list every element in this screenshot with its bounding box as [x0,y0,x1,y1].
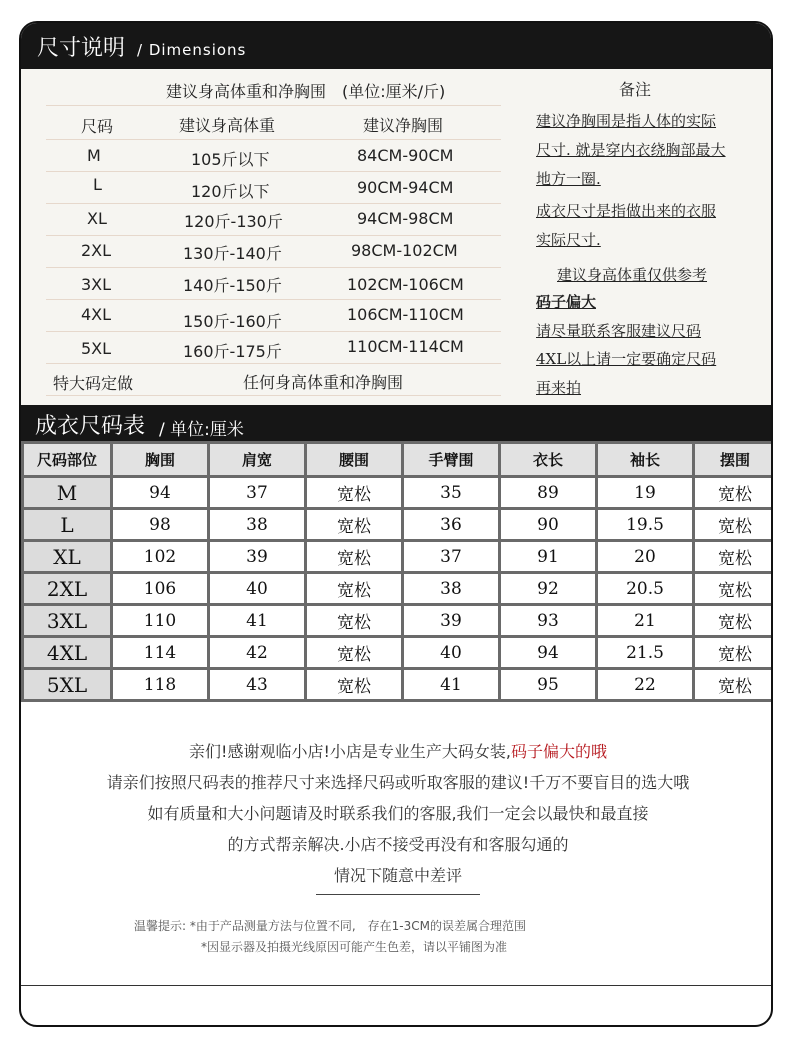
table-cell: 89 [501,478,595,507]
notes-line: 再来拍 [536,379,582,397]
table-cell: 41 [210,606,304,635]
table-cell: 宽松 [695,670,773,699]
table-cell: 94 [501,638,595,667]
table-cell: 宽松 [695,542,773,571]
guide-row-size: M [87,146,101,165]
table-cell: 19.5 [598,510,692,539]
table-cell: 36 [404,510,498,539]
size-card [19,21,773,1027]
table-cell: 宽松 [695,606,773,635]
table-cell: XL [24,542,110,571]
table-cell: 宽松 [307,478,401,507]
table-row [24,670,773,699]
guide-row-size: 2XL [81,241,112,260]
dimensions-title: 尺寸说明 [37,36,126,61]
table-cell: 3XL [24,606,110,635]
size-guide-section [21,69,771,405]
guide-row-size: XL [87,209,107,228]
table-cell: 114 [113,638,207,667]
table-cell: 37 [404,542,498,571]
table-cell: 22 [598,670,692,699]
table-cell: 宽松 [307,606,401,635]
table-cell: 43 [210,670,304,699]
guide-row-hw: 105斤以下 [191,150,270,169]
message-line-3: 如有质量和大小问题请及时联系我们的客服,我们一定会以最快和最直接 [147,804,649,823]
table-cell: 102 [113,542,207,571]
table-cell: 41 [404,670,498,699]
notes-line: 成衣尺寸是指做出来的衣服 [536,202,717,220]
table-cell: 宽松 [307,510,401,539]
message-line-2: 请亲们按照尺码表的推荐尺寸来选择尺码或听取客服的建议!千万不要盲目的选大哦 [106,773,690,792]
table-header-cell: 腰围 [307,444,401,475]
size-chart-subtitle: / 单位:厘米 [159,420,244,440]
bottom-divider [21,985,773,986]
message-divider [316,894,480,895]
notes-line: 尺寸. 就是穿内衣绕胸部最大 [536,141,726,159]
table-row [24,638,773,667]
table-cell: 39 [210,542,304,571]
table-cell: 宽松 [695,638,773,667]
notes-line: 地方一圈. [536,170,601,188]
table-cell: 20 [598,542,692,571]
guide-row-size: 3XL [81,275,112,294]
table-cell: 宽松 [695,574,773,603]
table-cell: 93 [501,606,595,635]
guide-custom-value: 任何身高体重和净胸围 [243,373,404,392]
guide-row-chest: 84CM-90CM [357,146,454,165]
guide-row-chest: 90CM-94CM [357,178,454,197]
message-line-4: 的方式帮亲解决.小店不接受再没有和客服勾通的 [227,835,569,854]
guide-row-hw: 130斤-140斤 [183,244,282,263]
table-cell: 宽松 [307,638,401,667]
size-table [21,441,773,702]
guide-custom-label: 特大码定做 [53,374,134,393]
message-line-1 [21,739,773,762]
table-cell: 110 [113,606,207,635]
tip-line-1: 温馨提示: *由于产品测量方法与位置不同, 存在1-3CM的误差属合理范围 [134,919,527,933]
dimensions-subtitle: / Dimensions [137,41,247,59]
notes-line: 建议净胸围是指人体的实际 [536,112,717,130]
guide-row-chest: 106CM-110CM [347,305,464,324]
guide-row-chest: 98CM-102CM [351,241,458,260]
notes-title: 备注 [619,80,652,99]
message-highlight: 码子偏大的哦 [510,742,607,761]
table-cell: 2XL [24,574,110,603]
table-cell: 38 [404,574,498,603]
guide-col-chest: 建议净胸围 [363,116,444,135]
table-cell: 20.5 [598,574,692,603]
table-cell: 106 [113,574,207,603]
table-header-cell: 摆围 [695,444,773,475]
table-cell: 21.5 [598,638,692,667]
guide-col-size: 尺码 [81,117,114,136]
guide-row-hw: 150斤-160斤 [183,312,282,331]
table-cell: 5XL [24,670,110,699]
guide-row-size: 4XL [81,305,112,324]
tip-line-2: *因显示器及拍摄光线原因可能产生色差，请以平铺图为准 [201,940,508,954]
table-cell: L [24,510,110,539]
table-cell: 40 [404,638,498,667]
table-cell: 37 [210,478,304,507]
guide-row-hw: 160斤-175斤 [183,342,282,361]
table-cell: 40 [210,574,304,603]
table-cell: 118 [113,670,207,699]
table-row [24,478,773,507]
table-cell: 94 [113,478,207,507]
notes-line: 实际尺寸. [536,231,601,249]
message-line-5: 情况下随意中差评 [333,866,462,885]
table-cell: 35 [404,478,498,507]
notes-line: 4XL以上请一定要确定尺码 [536,350,717,368]
table-cell: 宽松 [307,542,401,571]
table-cell: 39 [404,606,498,635]
guide-row-chest: 94CM-98CM [357,209,454,228]
table-header-row [24,444,773,475]
table-header-cell: 衣长 [501,444,595,475]
table-header-cell: 肩宽 [210,444,304,475]
guide-row-hw: 140斤-150斤 [183,276,282,295]
table-cell: 21 [598,606,692,635]
guide-col-hw: 建议身高体重 [179,116,276,135]
table-row [24,510,773,539]
guide-row-chest: 110CM-114CM [347,337,464,356]
table-cell: 宽松 [307,670,401,699]
guide-row-size: 5XL [81,339,112,358]
table-cell: M [24,478,110,507]
table-cell: 宽松 [307,574,401,603]
table-cell: 4XL [24,638,110,667]
guide-row-chest: 102CM-106CM [347,275,464,294]
message-text: 亲们!感谢观临小店!小店是专业生产大码女装, [189,742,511,761]
notes-line: 请尽量联系客服建议尺码 [536,322,702,340]
notes-reference: 建议身高体重仅供参考 [557,266,708,284]
table-row [24,606,773,635]
table-cell: 38 [210,510,304,539]
guide-caption: 建议身高体重和净胸围 (单位:厘米/斤) [166,82,446,101]
table-cell: 92 [501,574,595,603]
table-cell: 宽松 [695,510,773,539]
table-header-cell: 手臂围 [404,444,498,475]
table-cell: 90 [501,510,595,539]
notes-bold: 码子偏大 [536,293,597,311]
table-header-cell: 袖长 [598,444,692,475]
size-chart-header [21,405,771,441]
table-cell: 19 [598,478,692,507]
table-cell: 42 [210,638,304,667]
table-cell: 91 [501,542,595,571]
table-header-cell: 胸围 [113,444,207,475]
dimensions-header [21,23,771,69]
guide-row-size: L [93,175,102,194]
table-header-cell: 尺码部位 [24,444,110,475]
table-cell: 宽松 [695,478,773,507]
guide-row-hw: 120斤以下 [191,182,270,201]
table-row [24,574,773,603]
size-chart-title: 成衣尺码表 [35,414,146,439]
table-cell: 98 [113,510,207,539]
table-row [24,542,773,571]
table-cell: 95 [501,670,595,699]
guide-row-hw: 120斤-130斤 [184,212,283,231]
